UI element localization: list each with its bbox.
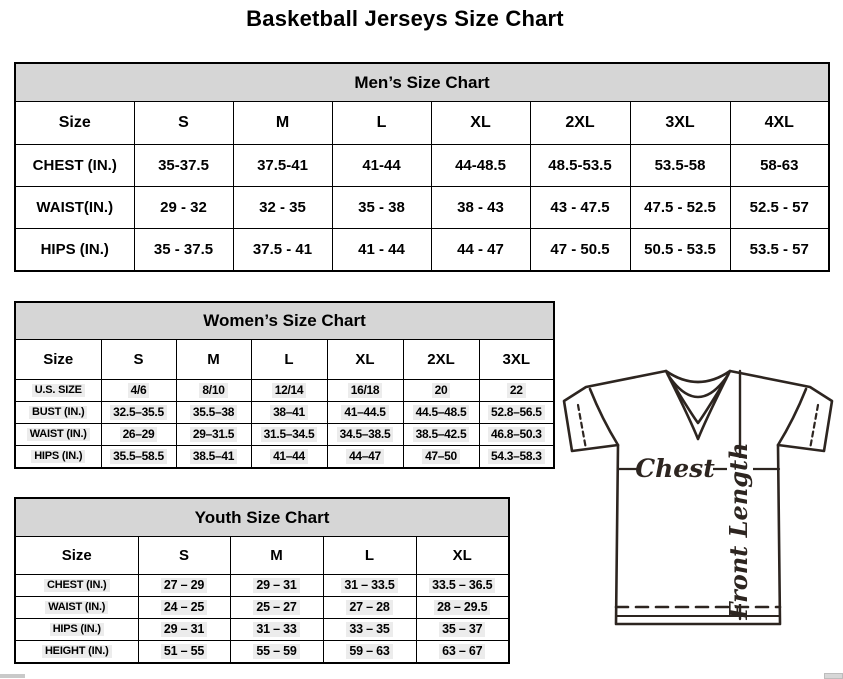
table-cell: 34.5–38.5 [327,424,403,446]
size-column-header: Size [15,537,138,575]
table-cell: 35 - 37.5 [134,229,233,272]
size-column-header: S [138,537,230,575]
table-cell: 47.5 - 52.5 [630,187,730,229]
table-cell: 24 – 25 [138,597,230,619]
mens-size-header-row [15,102,829,145]
table-cell: 35 - 38 [332,187,431,229]
table-cell: 27 – 29 [138,575,230,597]
table-cell: 52.8–56.5 [479,402,554,424]
row-label: BUST (IN.) [15,402,101,424]
row-label: WAIST (IN.) [15,424,101,446]
table-cell: 63 – 67 [416,641,509,664]
size-column-header: S [134,102,233,145]
row-label: HEIGHT (IN.) [15,641,138,664]
table-cell: 41 - 44 [332,229,431,272]
youth-size-header-row [15,537,509,575]
table-cell: 55 – 59 [230,641,323,664]
table-cell: 47 - 50.5 [530,229,630,272]
table-cell: 32.5–35.5 [101,402,176,424]
table-cell: 33 – 35 [323,619,416,641]
size-column-header: 3XL [630,102,730,145]
womens-chart-header-band [15,302,554,340]
womens-size-chart-table [14,301,555,469]
table-cell: 4/6 [101,380,176,402]
table-cell: 50.5 - 53.5 [630,229,730,272]
chest-measurement-label: Chest [635,454,715,483]
table-row-hips [15,619,509,641]
table-cell: 22 [479,380,554,402]
table-cell: 29–31.5 [176,424,251,446]
table-row-hips [15,229,829,272]
size-column-header: 4XL [730,102,829,145]
table-row-bust [15,402,554,424]
womens-size-header-row [15,340,554,380]
table-row-us-size [15,380,554,402]
table-cell: 28 – 29.5 [416,597,509,619]
table-cell: 38 - 43 [431,187,530,229]
table-cell: 16/18 [327,380,403,402]
mens-chart-title: Men’s Size Chart [15,63,829,102]
scrollbar-fragment-left [0,674,25,678]
table-cell: 26–29 [101,424,176,446]
table-cell: 53.5-58 [630,145,730,187]
table-cell: 12/14 [251,380,327,402]
table-cell: 38–41 [251,402,327,424]
size-column-header: M [176,340,251,380]
row-label: WAIST (IN.) [15,597,138,619]
table-row-waist [15,597,509,619]
size-column-header: XL [327,340,403,380]
womens-chart-title: Women’s Size Chart [15,302,554,340]
row-label: CHEST (IN.) [15,145,134,187]
table-cell: 41-44 [332,145,431,187]
table-row-waist [15,187,829,229]
table-cell: 43 - 47.5 [530,187,630,229]
size-column-header: M [230,537,323,575]
row-label: HIPS (IN.) [15,446,101,469]
size-column-header: 2XL [403,340,479,380]
table-cell: 27 – 28 [323,597,416,619]
table-cell: 29 – 31 [138,619,230,641]
table-cell: 20 [403,380,479,402]
table-cell: 41–44 [251,446,327,469]
youth-size-chart-table [14,497,510,664]
scrollbar-fragment-right [824,673,843,679]
table-cell: 37.5 - 41 [233,229,332,272]
table-cell: 31 – 33.5 [323,575,416,597]
table-cell: 44.5–48.5 [403,402,479,424]
table-cell: 32 - 35 [233,187,332,229]
table-cell: 44–47 [327,446,403,469]
mens-chart-header-band [15,63,829,102]
front-length-measurement-label: Front Length [724,442,753,620]
table-row-hips [15,446,554,469]
table-cell: 35 – 37 [416,619,509,641]
table-cell: 38.5–42.5 [403,424,479,446]
size-column-header: 2XL [530,102,630,145]
table-cell: 31.5–34.5 [251,424,327,446]
mens-size-chart-table [14,62,830,272]
table-cell: 33.5 – 36.5 [416,575,509,597]
table-cell: 59 – 63 [323,641,416,664]
table-cell: 35.5–58.5 [101,446,176,469]
table-cell: 31 – 33 [230,619,323,641]
table-cell: 8/10 [176,380,251,402]
table-cell: 48.5-53.5 [530,145,630,187]
size-column-header: L [332,102,431,145]
row-label: U.S. SIZE [15,380,101,402]
table-row-height [15,641,509,664]
table-cell: 25 – 27 [230,597,323,619]
size-column-header: L [323,537,416,575]
size-column-header: XL [431,102,530,145]
table-cell: 35.5–38 [176,402,251,424]
size-column-header: L [251,340,327,380]
row-label: CHEST (IN.) [15,575,138,597]
row-label: WAIST(IN.) [15,187,134,229]
size-column-header: XL [416,537,509,575]
table-cell: 44-48.5 [431,145,530,187]
table-row-chest [15,145,829,187]
jersey-measurement-diagram-icon [555,358,841,636]
table-cell: 53.5 - 57 [730,229,829,272]
table-cell: 47–50 [403,446,479,469]
youth-chart-title: Youth Size Chart [15,498,509,537]
table-cell: 54.3–58.3 [479,446,554,469]
table-cell: 51 – 55 [138,641,230,664]
row-label: HIPS (IN.) [15,619,138,641]
table-cell: 29 – 31 [230,575,323,597]
size-column-header: S [101,340,176,380]
table-cell: 38.5–41 [176,446,251,469]
page-title: Basketball Jerseys Size Chart [246,6,564,31]
table-row-waist [15,424,554,446]
table-row-chest [15,575,509,597]
table-cell: 58-63 [730,145,829,187]
size-column-header: Size [15,340,101,380]
table-cell: 44 - 47 [431,229,530,272]
size-column-header: M [233,102,332,145]
table-cell: 52.5 - 57 [730,187,829,229]
table-cell: 29 - 32 [134,187,233,229]
table-cell: 46.8–50.3 [479,424,554,446]
youth-chart-header-band [15,498,509,537]
size-column-header: Size [15,102,134,145]
row-label: HIPS (IN.) [15,229,134,272]
table-cell: 35-37.5 [134,145,233,187]
size-column-header: 3XL [479,340,554,380]
table-cell: 41–44.5 [327,402,403,424]
table-cell: 37.5-41 [233,145,332,187]
